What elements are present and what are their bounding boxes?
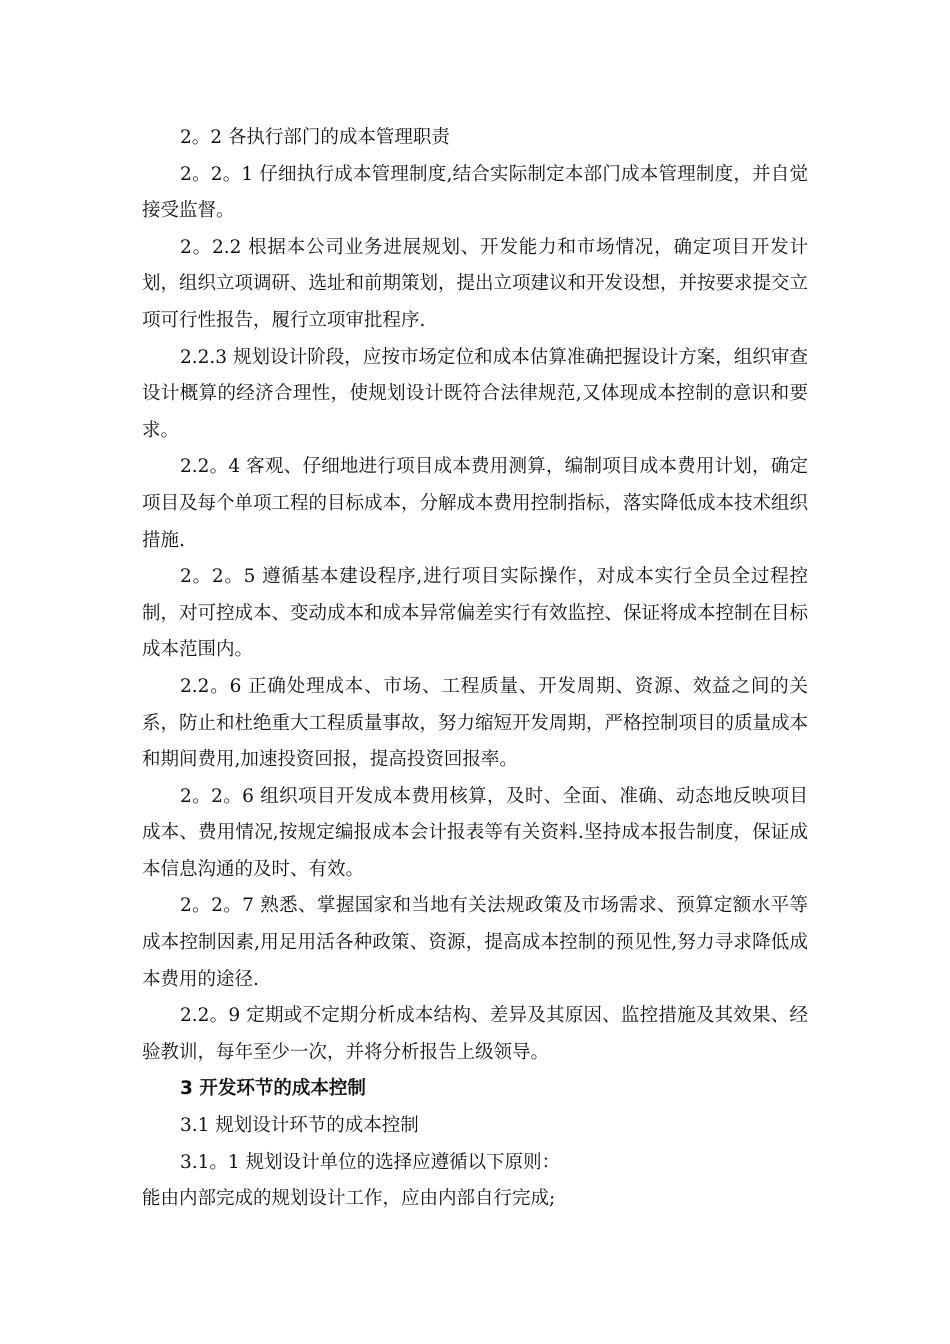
paragraph-2-2-5: 2。2。5 遵循基本建设程序,进行项目实际操作，对成本实行全员全过程控制，对可控成本、变动成本和成本异常偏差实行有效监控、保证将成本控制在目标成本范围内。 <box>142 566 809 661</box>
paragraph-2-2-9: 2.2。9 定期或不定期分析成本结构、差异及其原因、监控措施及其效果、经验教训，每年至少一次，并将分析报告上级领导。 <box>142 1005 808 1063</box>
paragraph-2-2-3: 2.2.3 规划设计阶段，应按市场定位和成本估算准确把握设计方案，组织审查设计概算的经济合理性，使规划设计既符合法律规范,又体现成本控制的意识和要求。 <box>142 346 808 441</box>
paragraph-2-2-1: 2。2。1 仔细执行成本管理制度,结合实际制定本部门成本管理制度，并自觉接受监督。 <box>142 163 808 222</box>
paragraph-2-2-7: 2。2。7 熟悉、掌握国家和当地有关法规政策及市场需求、预算定额水平等成本控制因素,用足用活各种政策、资源，提高成本控制的预见性,努力寻求降低成本费用的途径. <box>142 895 808 990</box>
paragraph-3-1-1: 3.1。1 规划设计单位的选择应遵循以下原则： <box>180 1151 561 1173</box>
document-page <box>142 120 808 1218</box>
paragraph-2-2-6a: 2.2。6 正确处理成本、市场、工程质量、开发周期、资源、效益之间的关系，防止和杜绝重大工程质量事故，努力缩短开发周期，严格控制项目的质量成本和期间费用,加速投资回报，提高投资回报率。 <box>142 675 809 771</box>
paragraph-2-2-2: 2。2.2 根据本公司业务进展规划、开发能力和市场情况，确定项目开发计划，组织立项调研、选址和前期策划，提出立项建议和开发设想，并按要求提交立项可行性报告，履行立项审批程序. <box>142 236 809 331</box>
subheading-3-1: 3.1 规划设计环节的成本控制 <box>180 1115 419 1137</box>
section-heading-3: 3 开发环节的成本控制 <box>180 1078 366 1100</box>
paragraph-3-1-1-item: 能由内部完成的规划设计工作，应由内部自行完成; <box>142 1188 556 1210</box>
subheading-2-2: 2。2 各执行部门的成本管理职责 <box>180 127 450 148</box>
paragraph-2-2-6b: 2。2。6 组织项目开发成本费用核算，及时、全面、准确、动态地反映项目成本、费用情况,按规定编报成本会计报表等有关资料.坚持成本报告制度，保证成本信息沟通的及时、有效。 <box>142 785 808 880</box>
paragraph-2-2-4: 2.2。4 客观、仔细地进行项目成本费用测算，编制项目成本费用计划，确定项目及每个单项工程的目标成本，分解成本费用控制指标，落实降低成本技术组织措施. <box>142 456 809 551</box>
